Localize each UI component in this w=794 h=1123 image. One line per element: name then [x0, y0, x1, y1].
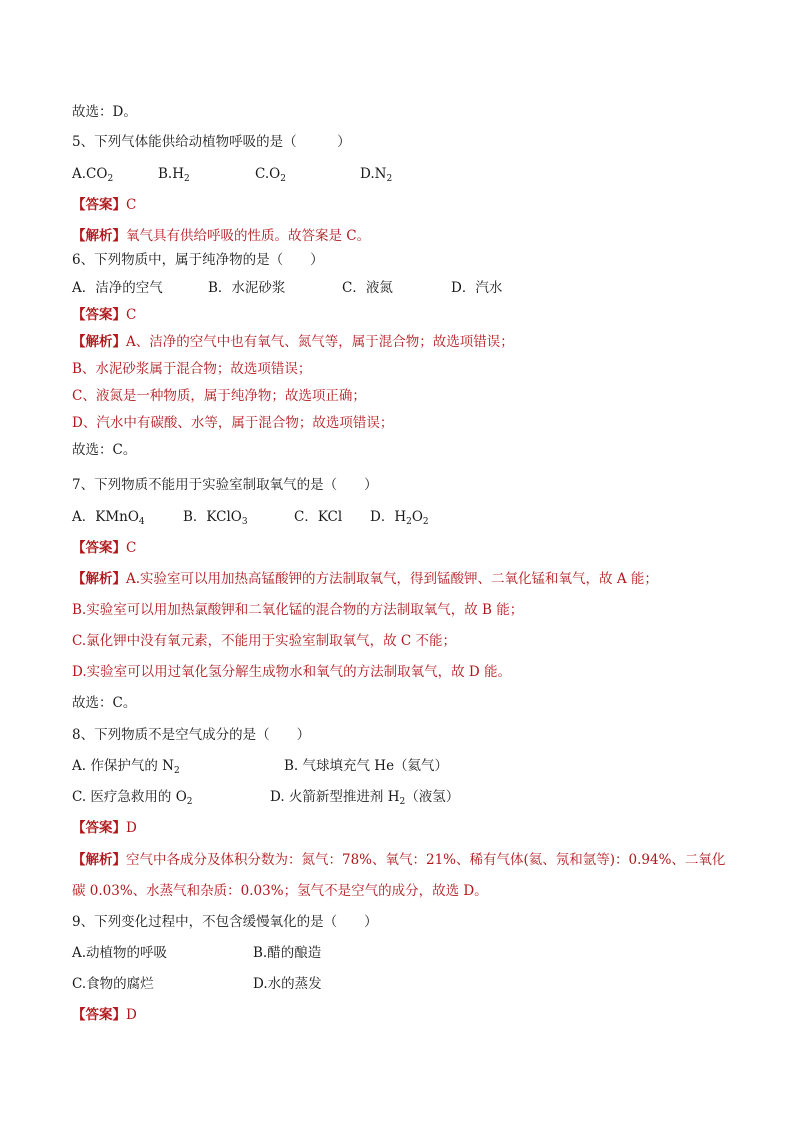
q8-analysis-line-1: 【解析】空气中各成分及体积分数为：氮气：78%、氧气：21%、稀有气体(氦、氖和氩等)：0.94%、二氧化: [72, 852, 726, 868]
q9-option-a: A.动植物的呼吸: [72, 945, 168, 961]
q9-option-c: C.食物的腐烂: [72, 976, 154, 992]
q9-options-row-2: [72, 975, 732, 993]
q6-conclusion: 故选：C。: [72, 442, 137, 458]
q6-analysis-line-2: B、水泥砂浆属于混合物；故选项错误；: [72, 361, 312, 377]
q9-option-d: D.水的蒸发: [253, 976, 322, 992]
q9-options-row-1: [72, 944, 732, 962]
q7-analysis-line-1: 【解析】A.实验室可以用加热高锰酸钾的方法制取氧气，得到锰酸钾、二氧化锰和氧气，故 A 能；: [72, 571, 658, 587]
q4-conclusion: 故选：D。: [72, 104, 137, 120]
q7-option-d: D．$H_2O_2$: [370, 509, 429, 527]
q7-analysis-line-3: C.氯化钾中没有氧元素，不能用于实验室制取氧气，故 C 不能；: [72, 633, 457, 649]
q9-stem: 9、下列变化过程中，不包含缓慢氧化的是（ ）: [72, 914, 378, 930]
q8-options-row-1: [72, 757, 732, 775]
q8-analysis-line-2: 碳 0.03%、水蒸气和杂质：0.03%；氢气不是空气的成分，故选 D。: [72, 883, 488, 899]
q7-analysis-line-4: D.实验室可以用过氧化氢分解生成物水和氧气的方法制取氧气，故 D 能。: [72, 664, 512, 680]
q6-option-a: A．洁净的空气: [72, 280, 163, 296]
q9-answer: 【答案】D: [72, 1007, 137, 1023]
q8-answer: 【答案】D: [72, 820, 137, 836]
q5-option-a: $A.CO_2$: [72, 166, 114, 184]
q6-analysis-line-4: D、汽水中有碳酸、水等，属于混合物；故选项错误；: [72, 415, 394, 431]
q7-stem: 7、下列物质不能用于实验室制取氧气的是（ ）: [72, 477, 378, 493]
q6-options: [72, 279, 732, 297]
q5-options: [72, 165, 732, 183]
q9-option-b: B.醋的酿造: [253, 945, 322, 961]
q7-option-c: C．KCl: [294, 509, 343, 525]
q6-stem: 6、下列物质中，属于纯净物的是（ ）: [72, 252, 324, 268]
q7-answer: 【答案】C: [72, 540, 137, 556]
q7-analysis-line-2: B.实验室可以用加热氯酸钾和二氧化锰的混合物的方法制取氧气，故 B 能；: [72, 602, 524, 618]
q5-answer: 【答案】C: [72, 197, 137, 213]
q8-option-d: D. 火箭新型推进剂 $H_2$（液氢）: [270, 789, 460, 807]
q6-option-b: B．水泥砂浆: [208, 280, 286, 296]
q5-stem: 5、下列气体能供给动植物呼吸的是（ ）: [72, 134, 351, 150]
q8-option-c: C. 医疗急救用的 $O_2$: [72, 789, 193, 807]
q7-options: [72, 508, 732, 526]
q5-option-c: $C.O_2$: [255, 166, 286, 184]
q7-conclusion: 故选：C。: [72, 695, 137, 711]
q6-analysis-line-1: 【解析】A、洁净的空气中也有氧气、氮气等，属于混合物；故选项错误；: [72, 334, 514, 350]
q6-option-d: D．汽水: [451, 280, 503, 296]
q8-option-a: A. 作保护气的 $N_2$: [72, 758, 180, 776]
q5-option-b: $B.H_2$: [158, 166, 190, 184]
q7-option-b: B．KClO$_3$: [183, 509, 248, 527]
q8-options-row-2: [72, 788, 732, 806]
q6-answer: 【答案】C: [72, 307, 137, 323]
q6-option-c: C．液氮: [342, 280, 393, 296]
q5-option-d: $D.N_2$: [360, 166, 393, 184]
q8-option-b: B. 气球填充气 He（氦气）: [284, 758, 449, 774]
q5-analysis: 【解析】氧气具有供给呼吸的性质。故答案是 C。: [72, 228, 371, 244]
q7-option-a: A．KMnO$_4$: [72, 509, 145, 527]
q8-stem: 8、下列物质不是空气成分的是（ ）: [72, 727, 311, 743]
q6-analysis-line-3: C、液氮是一种物质，属于纯净物；故选项正确；: [72, 388, 366, 404]
